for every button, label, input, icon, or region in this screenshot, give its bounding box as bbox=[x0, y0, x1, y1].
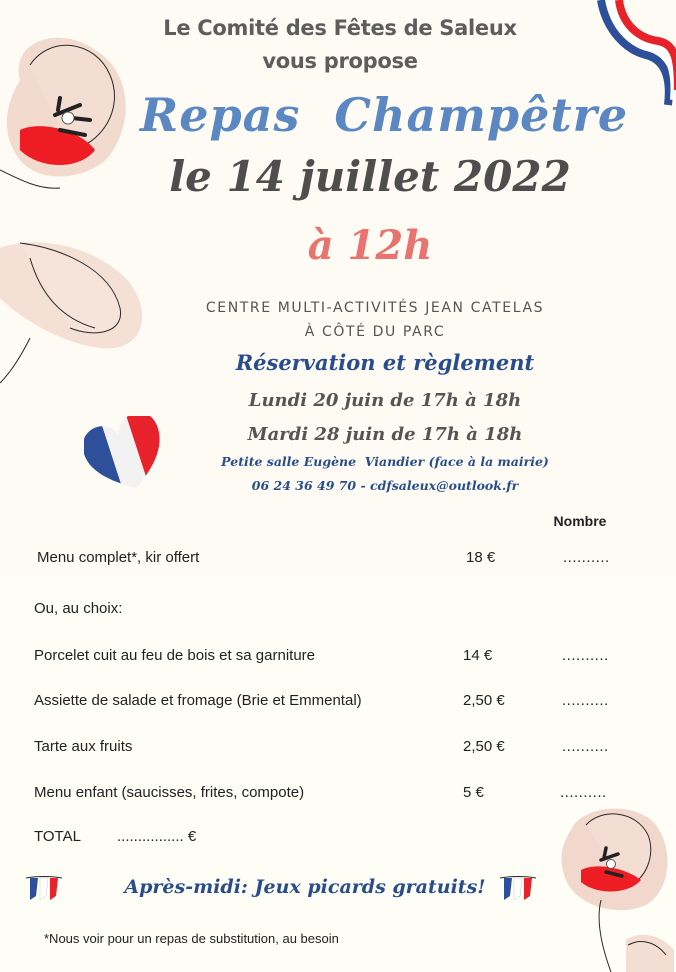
item-price: 2,50 € bbox=[463, 738, 505, 755]
item-label: Assiette de salade et fromage (Brie et Emmental) bbox=[34, 692, 362, 709]
poppy-flower-icon bbox=[556, 800, 676, 972]
reservation-place: Petite salle Eugène Viandier (face à la mairie) bbox=[221, 454, 549, 469]
committee-heading bbox=[150, 12, 530, 78]
item-count-field[interactable]: .......... bbox=[560, 784, 607, 801]
menu-complet-price: 18 € bbox=[466, 549, 496, 566]
item-price: 14 € bbox=[463, 647, 493, 664]
menu-complet-count-field[interactable]: .......... bbox=[563, 549, 610, 566]
reservation-date-2: Mardi 28 juin de 17h à 18h bbox=[247, 424, 523, 445]
item-count-field[interactable]: .......... bbox=[562, 692, 609, 709]
total-label: TOTAL bbox=[34, 828, 81, 845]
event-title: Repas Champêtre bbox=[140, 88, 629, 142]
committee-line-2: vous propose bbox=[262, 49, 418, 73]
choice-intro: Ou, au choix: bbox=[34, 600, 123, 617]
event-time: à 12h bbox=[307, 222, 433, 269]
item-price: 5 € bbox=[463, 784, 484, 801]
footnote: *Nous voir pour un repas de substitution, au besoin bbox=[44, 931, 339, 946]
venue-line-1: CENTRE MULTI-ACTIVITÉS JEAN CATELAS bbox=[205, 300, 545, 316]
bunting-flag-icon bbox=[24, 874, 64, 904]
event-date: le 14 juillet 2022 bbox=[169, 152, 571, 201]
reservation-contact: 06 24 36 49 70 - cdfsaleux@outlook.fr bbox=[251, 478, 519, 493]
count-column-header: Nombre bbox=[553, 513, 607, 529]
reservation-heading: Réservation et règlement bbox=[235, 350, 535, 375]
total-field[interactable]: ................ € bbox=[117, 828, 197, 845]
poppy-flower-icon bbox=[0, 238, 150, 388]
heart-flag-icon bbox=[84, 416, 166, 492]
item-price: 2,50 € bbox=[463, 692, 505, 709]
item-label: Porcelet cuit au feu de bois et sa garniture bbox=[34, 647, 316, 664]
reservation-date-1: Lundi 20 juin de 17h à 18h bbox=[248, 390, 522, 411]
item-label: Menu enfant (saucisses, frites, compote) bbox=[34, 784, 305, 801]
item-count-field[interactable]: .......... bbox=[562, 647, 609, 664]
committee-line-1: Le Comité des Fêtes de Saleux bbox=[163, 16, 517, 40]
item-count-field[interactable]: .......... bbox=[562, 738, 609, 755]
poppy-flower-icon bbox=[0, 20, 150, 190]
menu-complet-label: Menu complet*, kir offert bbox=[37, 549, 200, 566]
item-label: Tarte aux fruits bbox=[34, 738, 133, 755]
afternoon-banner: Après-midi: Jeux picards gratuits! bbox=[124, 876, 486, 898]
venue-line-2: À CÔTÉ DU PARC bbox=[304, 324, 446, 340]
